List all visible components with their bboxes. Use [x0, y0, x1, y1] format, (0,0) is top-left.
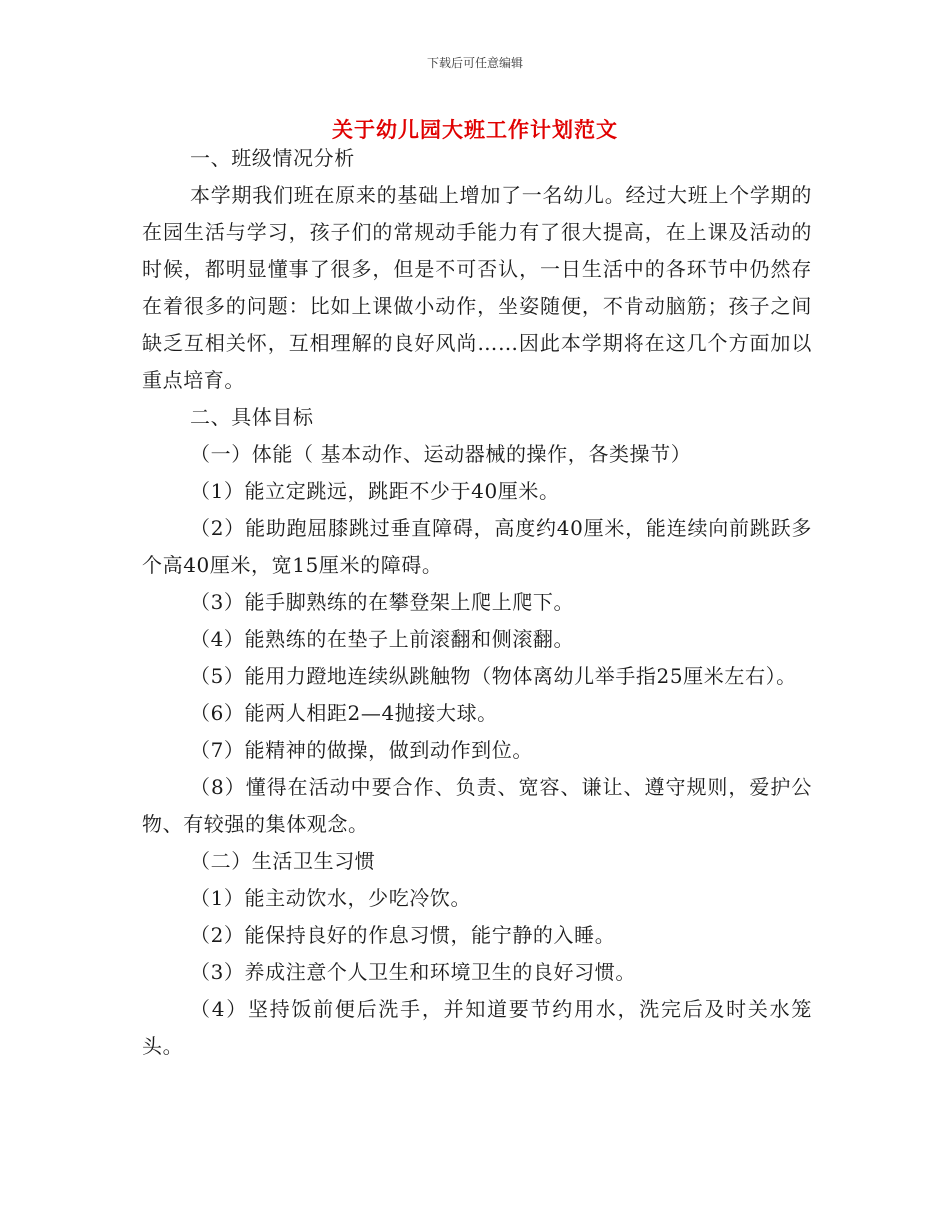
document-body — [142, 140, 812, 1065]
list-item-physical-1: （1）能立定跳远，跳距不少于40厘米。 — [190, 479, 560, 503]
subheading-hygiene: （二）生活卫生习惯 — [190, 849, 376, 873]
list-item-physical-2: （2）能助跑屈膝跳过垂直障碍，高度约40厘米，能连续向前跳跃多个高40厘米，宽15厘米的障碍。 — [142, 516, 812, 577]
list-item-hygiene-4: （4）坚持饭前便后洗手，并知道要节约用水，洗完后及时关水笼头。 — [142, 997, 812, 1058]
list-item-physical-6: （6）能两人相距2—4抛接大球。 — [190, 701, 498, 725]
document-title: 关于幼儿园大班工作计划范文 — [332, 118, 618, 142]
subheading-physical: （一）体能（ 基本动作、运动器械的操作，各类操节） — [190, 442, 692, 466]
section-heading-class-analysis: 一、班级情况分析 — [190, 146, 355, 170]
section-heading-goals: 二、具体目标 — [190, 405, 314, 429]
paragraph-class-analysis: 本学期我们班在原来的基础上增加了一名幼儿。经过大班上个学期的在园生活与学习，孩子们的常规动手能力有了很大提高，在上课及活动的时候，都明显懂事了很多，但是不可否认，一日生活中的各环节中仍然存在着很多的问题：比如上课做小动作，坐姿随便，不肯动脑筋；孩子之间缺乏互相关怀，互相理解的良好风尚……因此本学期将在这几个方面加以重点培育。 — [142, 183, 812, 392]
list-item-physical-8: （8）懂得在活动中要合作、负责、宽容、谦让、遵守规则，爱护公物、有较强的集体观念。 — [142, 775, 812, 836]
list-item-physical-5: （5）能用力蹬地连续纵跳触物（物体离幼儿举手指25厘米左右）。 — [190, 664, 797, 688]
list-item-physical-3: （3）能手脚熟练的在攀登架上爬上爬下。 — [190, 590, 575, 614]
list-item-hygiene-3: （3）养成注意个人卫生和环境卫生的良好习惯。 — [190, 960, 636, 984]
list-item-physical-7: （7）能精神的做操，做到动作到位。 — [190, 738, 533, 762]
list-item-hygiene-1: （1）能主动饮水，少吃冷饮。 — [190, 886, 472, 910]
page-header: 下载后可任意编辑 — [426, 56, 523, 70]
list-item-hygiene-2: （2）能保持良好的作息习惯，能宁静的入睡。 — [190, 923, 616, 947]
list-item-physical-4: （4）能熟练的在垫子上前滚翻和侧滚翻。 — [190, 627, 575, 651]
